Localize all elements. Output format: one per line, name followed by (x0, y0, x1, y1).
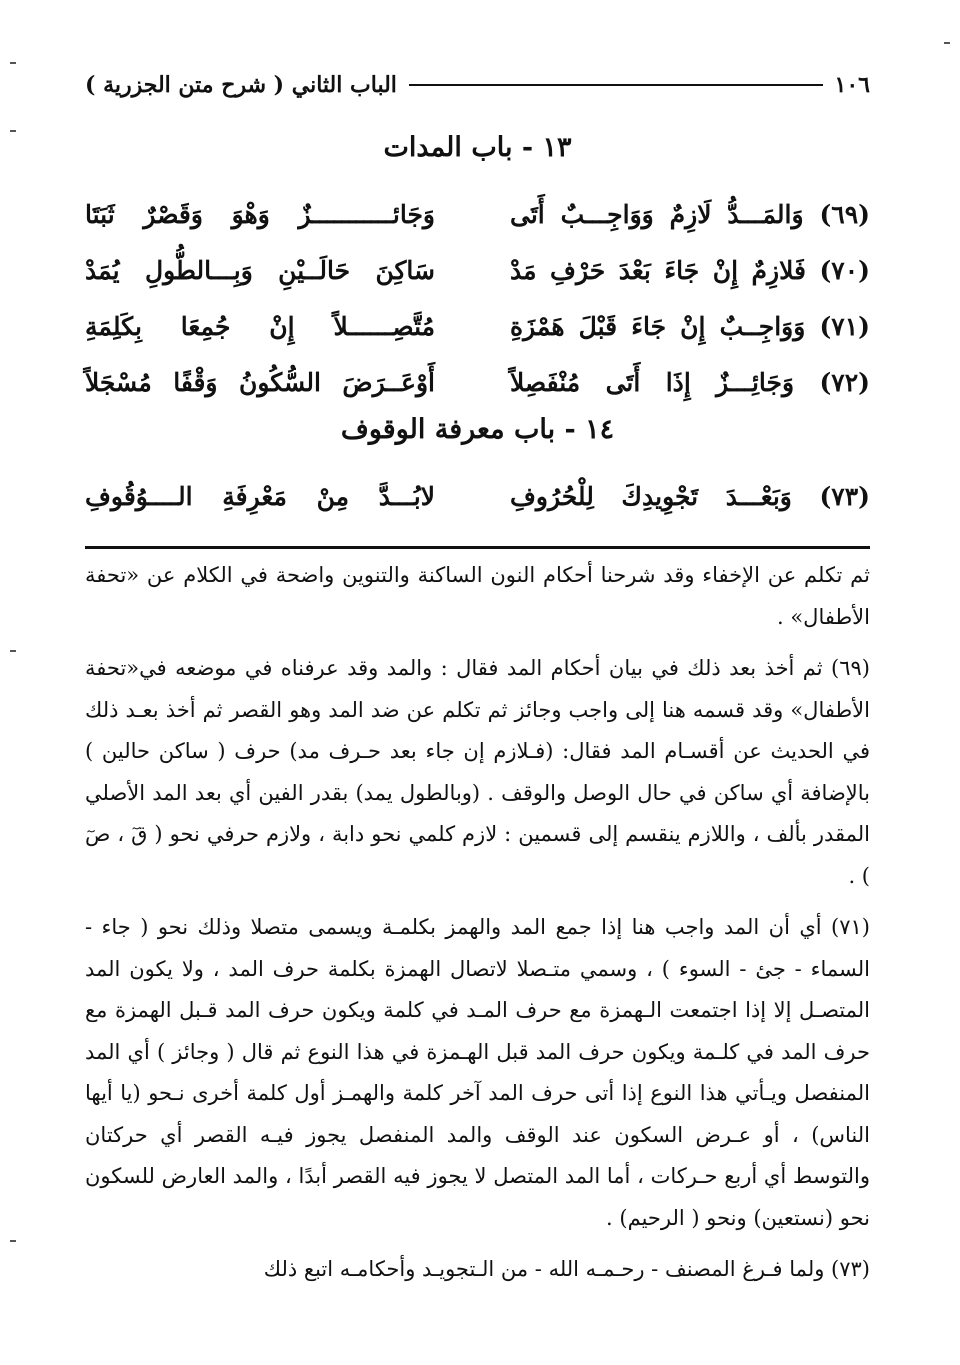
poem-verses (85, 186, 870, 410)
book-page (85, 60, 870, 1301)
page-number: ١٠٦ (834, 72, 870, 98)
verse-first-hemistich: (٧١) وَوَاجِــبٌ إِنْ جَاءَ قَبْلَ هَمْزَةِ (510, 311, 870, 341)
verse-line (85, 354, 870, 410)
scan-margin-mark (944, 42, 950, 44)
header-rule (409, 84, 823, 86)
running-header (85, 60, 870, 110)
verse-first-hemistich: (٦٩) وَالمَـــدُّ لَازِمٌ وَوَاجِـــبٌ أَتَى (510, 199, 870, 229)
scan-margin-mark (10, 650, 16, 652)
verse-second-hemistich: سَاكِنَ حَالَــيْنِ وَبِـــالطُّولِ يُمَدْ (85, 255, 435, 285)
commentary-paragraph: (٧١) أي أن المد واجب هنا إذا جمع المد والهمز بكلمـة ويسمى متصلا وذلك نحو ( جاء - السماء - جئ - السوء ) ، وسمي متـصلا لاتصال الهمزة بكلمة حرف المد ، ولا يكون المد المتصـل إلا إذا اجتمعت الـهمزة مع حرف المـد في كلمة ويكون حرف المد قـبل الهمزة مع حرف المد في كلـمة ويكون حرف المد قبل الهـمزة في هذا النوع ثم قال ( وجائز ) أي المد المنفصل ويـأتي هذا النوع إذا أتى حرف المد آخر كلمة والهمـز أول كلمة أخرى نـحو (يا أيها الناس) ، أو عـرض السكون عند الوقف والمد المنفصل يجوز فيـه القصر أي حركتان والتوسط أي أربع حـركات ، أما المد المتصل لا يجوز فيه القصر أبدًا ، والمد العارض للسكون نحو (نستعين) ونحو ( الرحيم) . (85, 915, 870, 1230)
scan-margin-mark (10, 62, 16, 64)
verse-second-hemistich: أَوْعَــرَضَ السُّكُونُ وَقْفًا مُسْجَلاً (85, 367, 435, 397)
verse-second-hemistich: وَجَائـــــــــــزٌ وَهْوَ وَقَصْرٌ ثَبَتَا (85, 199, 435, 229)
section-title: ١٤ - باب معرفة الوقوف (340, 414, 615, 445)
running-title: الباب الثاني ( شرح متن الجزرية ) (85, 72, 397, 98)
verse-first-hemistich: (٧٢) وَجَائِـــزٌ إِذَا أَتَى مُنْفَصِلاً (510, 367, 870, 397)
verse-line (85, 298, 870, 354)
divider-rule (85, 546, 870, 549)
verse-line (85, 468, 870, 524)
commentary-paragraph: (٧٣) ولما فـرغ المصنف - رحـمـه الله - من الـتجويـد وأحكامـه اتبع ذلك (263, 1257, 870, 1281)
section-title: ١٣ - باب المدات (383, 132, 572, 163)
scan-margin-mark (10, 1240, 16, 1242)
verse-first-hemistich: (٧٣) وَبَعْـــدَ تَجْوِيدِكَ لِلْحُرُوفِ (510, 481, 870, 511)
commentary-paragraph: ثم تكلم عن الإخفاء وقد شرحنا أحكام النون الساكنة والتنوين واضحة في الكلام عن «تحفة الأطفال» . (85, 563, 870, 629)
verse-second-hemistich: لابُـــدَّ مِنْ مَعْرِفَةِ الــــوُقُوفِ (85, 481, 435, 511)
poem-verses (85, 468, 870, 524)
verse-first-hemistich: (٧٠) فَلازِمٌ إِنْ جَاءَ بَعْدَ حَرْفِ مَدْ (510, 255, 870, 285)
verse-line (85, 186, 870, 242)
verse-line (85, 242, 870, 298)
verse-second-hemistich: مُتَّصِــــــلاً إِنْ جُمِعَا بِكَلِمَةِ (85, 311, 435, 341)
commentary-paragraph: (٦٩) ثم أخذ بعد ذلك في بيان أحكام المد فقال : والمد وقد عرفناه في موضعه في«تحفة الأطفال» وقد قسمه هنا إلى واجب وجائز ثم تكلم عن ضد المد وهو القصر ثم أخذ بعـد ذلك في الحديث عن أقسـام المد فقال: (فـلازم إن جاء بعد حـرف مد) حرف ( ساكن حالين ) بالإضافة أي ساكن في حال الوصل والوقف . (وبالطول يمد) بقدر الفين أي بعد المد الأصلي المقدر بألف ، واللازم ينقسم إلى قسمين : لازم كلمي نحو دابة ، ولازم حرفي نحو ( قٓ ، صٓ ) . (85, 656, 870, 888)
commentary-text (85, 555, 870, 1291)
scan-margin-mark (10, 130, 16, 132)
